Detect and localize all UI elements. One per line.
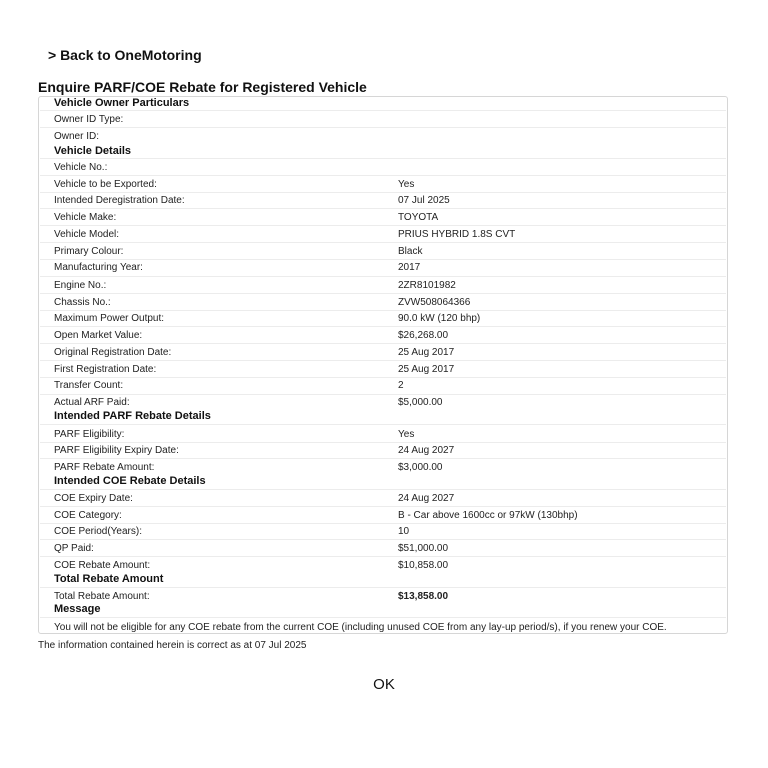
owner-id-label: Owner ID: — [54, 131, 100, 142]
coe-period-row — [54, 525, 728, 538]
parf-eligibility-expiry-row — [54, 444, 728, 457]
row-divider — [40, 617, 726, 618]
row-divider — [40, 458, 726, 459]
manufacturing-year-value: 2017 — [398, 262, 421, 273]
primary-colour-value: Black — [398, 246, 423, 257]
row-divider — [40, 377, 726, 378]
parf-eligibility-value: Yes — [398, 429, 415, 440]
page-title: Enquire PARF/COE Rebate for Registered Vehicle — [38, 79, 367, 95]
section-heading-coe-rebate: Intended COE Rebate Details — [54, 475, 206, 487]
qp-paid-row — [54, 542, 728, 555]
coe-expiry-date-value: 24 Aug 2027 — [398, 493, 455, 504]
first-registration-date-row — [54, 363, 728, 376]
max-power-output-value: 90.0 kW (120 bhp) — [398, 313, 481, 324]
parf-eligibility-expiry-value: 24 Aug 2027 — [398, 445, 455, 456]
coe-category-value: B - Car above 1600cc or 97kW (130bhp) — [398, 510, 578, 521]
total-rebate-amount-label: Total Rebate Amount: — [54, 591, 150, 602]
row-divider — [40, 110, 726, 111]
row-divider — [40, 259, 726, 260]
qp-paid-label: QP Paid: — [54, 543, 94, 554]
chassis-no-row — [54, 296, 728, 309]
total-rebate-amount-row — [54, 590, 728, 603]
row-divider — [40, 175, 726, 176]
row-divider — [40, 208, 726, 209]
vehicle-make-row — [54, 211, 728, 224]
coe-rebate-amount-row — [54, 559, 728, 572]
row-divider — [40, 360, 726, 361]
row-divider — [40, 394, 726, 395]
first-registration-date-label: First Registration Date: — [54, 364, 157, 375]
row-divider — [40, 506, 726, 507]
qp-paid-value: $51,000.00 — [398, 543, 449, 554]
total-rebate-amount-value: $13,858.00 — [398, 591, 449, 602]
transfer-count-label: Transfer Count: — [54, 380, 124, 391]
row-divider — [40, 310, 726, 311]
transfer-count-row — [54, 379, 728, 392]
vehicle-model-row — [54, 228, 728, 241]
coe-expiry-date-label: COE Expiry Date: — [54, 493, 133, 504]
row-divider — [40, 276, 726, 277]
vehicle-model-label: Vehicle Model: — [54, 229, 120, 240]
owner-id-type-row — [54, 113, 728, 126]
information-correct-as-at-note: The information contained herein is correct as at 07 Jul 2025 — [38, 640, 307, 651]
section-heading-vehicle-details: Vehicle Details — [54, 145, 132, 157]
section-heading-total-rebate: Total Rebate Amount — [54, 573, 164, 585]
vehicle-exported-row — [54, 178, 728, 191]
manufacturing-year-row — [54, 261, 728, 274]
vehicle-exported-value: Yes — [398, 179, 415, 190]
open-market-value-row — [54, 329, 728, 342]
parf-rebate-amount-row — [54, 461, 728, 474]
section-heading-owner-particulars: Vehicle Owner Particulars — [54, 97, 190, 109]
parf-eligibility-row — [54, 428, 728, 441]
first-registration-date-value: 25 Aug 2017 — [398, 364, 455, 375]
vehicle-model-value: PRIUS HYBRID 1.8S CVT — [398, 229, 516, 240]
engine-no-value: 2ZR8101982 — [398, 280, 456, 291]
deregistration-date-value: 07 Jul 2025 — [398, 195, 450, 206]
primary-colour-row — [54, 245, 728, 258]
coe-category-row — [54, 509, 728, 522]
row-divider — [40, 539, 726, 540]
coe-period-label: COE Period(Years): — [54, 526, 142, 537]
back-to-onemotoring-link[interactable]: > Back to OneMotoring — [48, 47, 202, 63]
vehicle-exported-label: Vehicle to be Exported: — [54, 179, 157, 190]
max-power-output-label: Maximum Power Output: — [54, 313, 165, 324]
deregistration-date-row — [54, 194, 728, 207]
coe-rebate-amount-label: COE Rebate Amount: — [54, 560, 151, 571]
row-divider — [40, 225, 726, 226]
actual-arf-paid-row — [54, 396, 728, 409]
primary-colour-label: Primary Colour: — [54, 246, 124, 257]
row-divider — [40, 556, 726, 557]
actual-arf-paid-value: $5,000.00 — [398, 397, 443, 408]
section-heading-message: Message — [54, 603, 101, 615]
parf-rebate-amount-label: PARF Rebate Amount: — [54, 462, 155, 473]
chassis-no-label: Chassis No.: — [54, 297, 111, 308]
row-divider — [40, 523, 726, 524]
coe-period-value: 10 — [398, 526, 410, 537]
engine-no-label: Engine No.: — [54, 280, 107, 291]
original-registration-date-row — [54, 346, 728, 359]
coe-expiry-date-row — [54, 492, 728, 505]
row-divider — [40, 192, 726, 193]
deregistration-date-label: Intended Deregistration Date: — [54, 195, 185, 206]
row-divider — [40, 326, 726, 327]
open-market-value-label: Open Market Value: — [54, 330, 143, 341]
row-divider — [40, 242, 726, 243]
row-divider — [40, 587, 726, 588]
parf-rebate-amount-value: $3,000.00 — [398, 462, 443, 473]
section-heading-parf-rebate: Intended PARF Rebate Details — [54, 410, 211, 422]
coe-category-label: COE Category: — [54, 510, 122, 521]
row-divider — [40, 343, 726, 344]
chassis-no-value: ZVW508064366 — [398, 297, 471, 308]
ok-button[interactable]: OK — [362, 672, 406, 696]
row-divider — [40, 442, 726, 443]
open-market-value-value: $26,268.00 — [398, 330, 449, 341]
vehicle-no-row — [54, 161, 728, 174]
vehicle-make-value: TOYOTA — [398, 212, 439, 223]
coe-renewal-message: You will not be eligible for any COE rebate from the current COE (including unused COE from any lay-up period/s), if you renew your COE. — [54, 622, 667, 633]
original-registration-date-value: 25 Aug 2017 — [398, 347, 455, 358]
owner-id-row — [54, 130, 728, 143]
transfer-count-value: 2 — [398, 380, 404, 391]
actual-arf-paid-label: Actual ARF Paid: — [54, 397, 130, 408]
vehicle-no-label: Vehicle No.: — [54, 162, 108, 173]
row-divider — [40, 489, 726, 490]
owner-id-type-label: Owner ID Type: — [54, 114, 124, 125]
parf-eligibility-expiry-label: PARF Eligibility Expiry Date: — [54, 445, 179, 456]
max-power-output-row — [54, 312, 728, 325]
coe-rebate-amount-value: $10,858.00 — [398, 560, 449, 571]
manufacturing-year-label: Manufacturing Year: — [54, 262, 143, 273]
original-registration-date-label: Original Registration Date: — [54, 347, 172, 358]
row-divider — [40, 424, 726, 425]
row-divider — [40, 293, 726, 294]
parf-eligibility-label: PARF Eligibility: — [54, 429, 125, 440]
row-divider — [40, 158, 726, 159]
row-divider — [40, 127, 726, 128]
vehicle-make-label: Vehicle Make: — [54, 212, 117, 223]
engine-no-row — [54, 279, 728, 292]
